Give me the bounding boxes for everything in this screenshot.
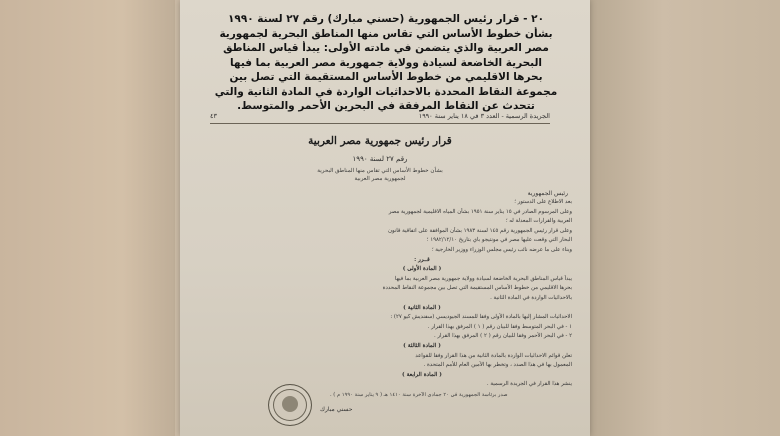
document-page	[180, 0, 590, 436]
decree-number: رقم ٢٧ لسنة ١٩٩٠	[352, 155, 408, 163]
background-left	[0, 0, 175, 436]
caption-line: بحرها الاقليمي من خطوط الأساس المستقيمة التي تصل بين	[229, 71, 543, 83]
preamble-line: وعلى المرسوم الصادر في ١٥ يناير سنة ١٩٥١ بشأن المياه الاقليمية لجمهورية مصر	[388, 208, 572, 215]
caption-line: ٢٠ - قرار رئيس الجمهورية (حسني مبارك) رقم ٢٧ لسنة ١٩٩٠	[228, 13, 544, 25]
decree-subject-line: بشأن خطوط الأساس التي تقاس منها المناطق البحرية	[317, 168, 443, 174]
article-1-line: يبدأ قياس المناطق البحرية الخاضعة لسيادة وولاية جمهورية مصر العربية بما فيها	[394, 275, 572, 282]
article-2-label: ( المادة الثانية )	[403, 304, 441, 311]
background-right	[585, 0, 780, 436]
signature: حسني مبارك	[320, 406, 353, 413]
preamble-line: العربية والقرارات المعدلة له ؛	[505, 218, 572, 225]
caption-line: مجموعة النقاط المحددة بالاحداثيات الواردة في المادة الثانية والتي	[214, 85, 558, 98]
decided-label: قــرر :	[414, 256, 430, 263]
article-1-label: ( المادة الأولى )	[402, 266, 442, 273]
decree-subject	[240, 167, 520, 183]
article-1-line: بالاحداثيات الواردة في المادة الثانية .	[490, 294, 572, 301]
caption-line: مصر العربية والذي يتضمن في مادته الأولى: يبدأ قياس المناطق	[223, 42, 549, 54]
seal-center	[282, 396, 298, 412]
preamble-line: البحار التي وقعت عليها مصر في مونتيجو باي بتاريخ ١٩٨٢/١٢/١٠ ؛	[426, 237, 572, 244]
decree-title: قرار رئيس جمهورية مصر العربية	[308, 135, 452, 147]
president-label: رئيس الجمهورية	[527, 190, 568, 197]
decree-body	[272, 198, 572, 390]
article-1-line: بحرها الاقليمي من خطوط الأساس المستقيمة التي تصل بين مجموعة النقاط المحددة	[382, 285, 572, 292]
publish-line: ينشر هذا القرار في الجريدة الرسمية .	[486, 381, 572, 388]
caption-line: البحرية الخاضعة لسيادة وولاية جمهورية مصر العربية بما فيها	[229, 56, 542, 69]
gazette-issue: الجريدة الرسمية - العدد ٣ في ١٨ يناير سنة ١٩٩٠	[418, 112, 550, 120]
issued-line: صدر برئاسة الجمهورية في ٢٠ جمادى الآخرة سنة ١٤١٠ هـ ( ٩ يناير سنة ١٩٩٠ م ) .	[330, 392, 508, 398]
decree-subject-line: لجمهورية مصر العربية	[354, 176, 406, 182]
preamble-line: بعد الاطلاع على الدستور ؛	[514, 199, 572, 205]
caption-line: بشأن خطوط الأساس التي تقاس منها المناطق البحرية لجمهورية	[219, 27, 553, 40]
article-2-line: ٢ - في البحر الأحمر وفقا للبيان رقم ( ٢ ) المرفق بهذا القرار .	[434, 333, 572, 340]
article-2-line: ١ - في البحر المتوسط وفقا للبيان رقم ( ١ ) المرفق بهذا القرار .	[427, 323, 572, 330]
preamble-line: وعلى قرار رئيس الجمهورية رقم ١٤٥ لسنة ١٩٨٣ بشأن الموافقة على اتفاقية قانون	[387, 227, 572, 234]
caption-header	[194, 12, 578, 114]
seal-stamp-icon	[268, 384, 312, 426]
article-3-label: ( المادة الثالثة )	[403, 342, 441, 349]
caption-line: تتحدث عن النقاط المرفقة في البحرين الأحمر والمتوسط.	[237, 100, 535, 112]
preamble-line: وبناء على ما عرضه نائب رئيس مجلس الوزراء ووزير الخارجية ؛	[431, 246, 572, 253]
article-3-line: تعلن قوائم الاحداثيات الواردة بالمادة الثانية من هذا القرار وفقا للقواعد	[415, 352, 572, 359]
article-2-line: الاحداثيات المشار إليها بالمادة الأولى وفقا للمسند الجيوديسي (سفنديش كيو ٢٧) :	[390, 314, 572, 321]
gazette-page-number: ٤٣	[210, 112, 217, 120]
article-3-line: المعمول بها في هذا الصدد ، وتخطر بها الأمين العام للأمم المتحدة .	[423, 362, 572, 369]
article-4-label: ( المادة الرابعة )	[402, 371, 442, 378]
gazette-bar	[210, 112, 550, 124]
